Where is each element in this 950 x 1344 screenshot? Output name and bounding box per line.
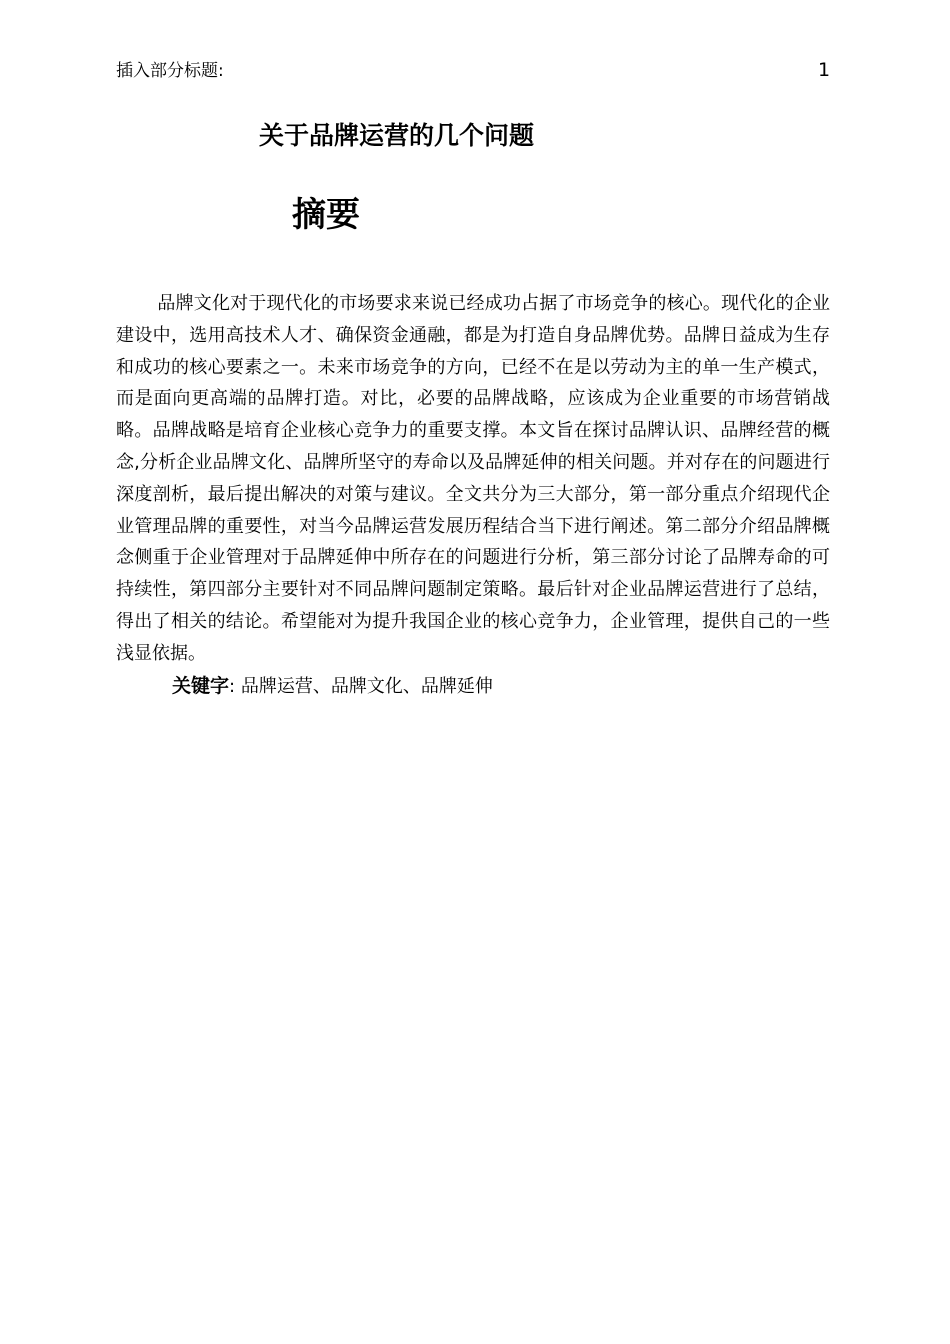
page-number: 1	[818, 59, 831, 81]
running-header: 插入部分标题:	[116, 61, 224, 81]
keywords-line	[172, 671, 493, 702]
keywords-label: 关键字	[172, 675, 230, 697]
keywords-value: 品牌运营、品牌文化、品牌延伸	[240, 676, 493, 697]
keywords-separator: :	[229, 676, 236, 697]
document-title: 关于品牌运营的几个问题	[259, 121, 535, 150]
abstract-heading: 摘要	[292, 195, 360, 235]
abstract-paragraph: 品牌文化对于现代化的市场要求来说已经成功占据了市场竞争的核心。现代化的企业建设中，选用高技术人才、确保资金通融，都是为打造自身品牌优势。品牌日益成为生存和成功的核心要素之一。未来市场竞争的方向，已经不在是以劳动为主的单一生产模式，而是面向更高端的品牌打造。对比，必要的品牌战略，应该成为企业重要的市场营销战略。品牌战略是培育企业核心竞争力的重要支撑。本文旨在探讨品牌认识、品牌经营的概念,分析企业品牌文化、品牌所坚守的寿命以及品牌延伸的相关问题。并对存在的问题进行深度剖析，最后提出解决的对策与建议。全文共分为三大部分，第一部分重点介绍现代企业管理品牌的重要性，对当今品牌运营发展历程结合当下进行阐述。第二部分介绍品牌概念侧重于企业管理对于品牌延伸中所存在的问题进行分析，第三部分讨论了品牌寿命的可持续性，第四部分主要针对不同品牌问题制定策略。最后针对企业品牌运营进行了总结，得出了相关的结论。希望能对为提升我国企业的核心竞争力，企业管理，提供自己的一些浅显依据。	[116, 293, 830, 664]
